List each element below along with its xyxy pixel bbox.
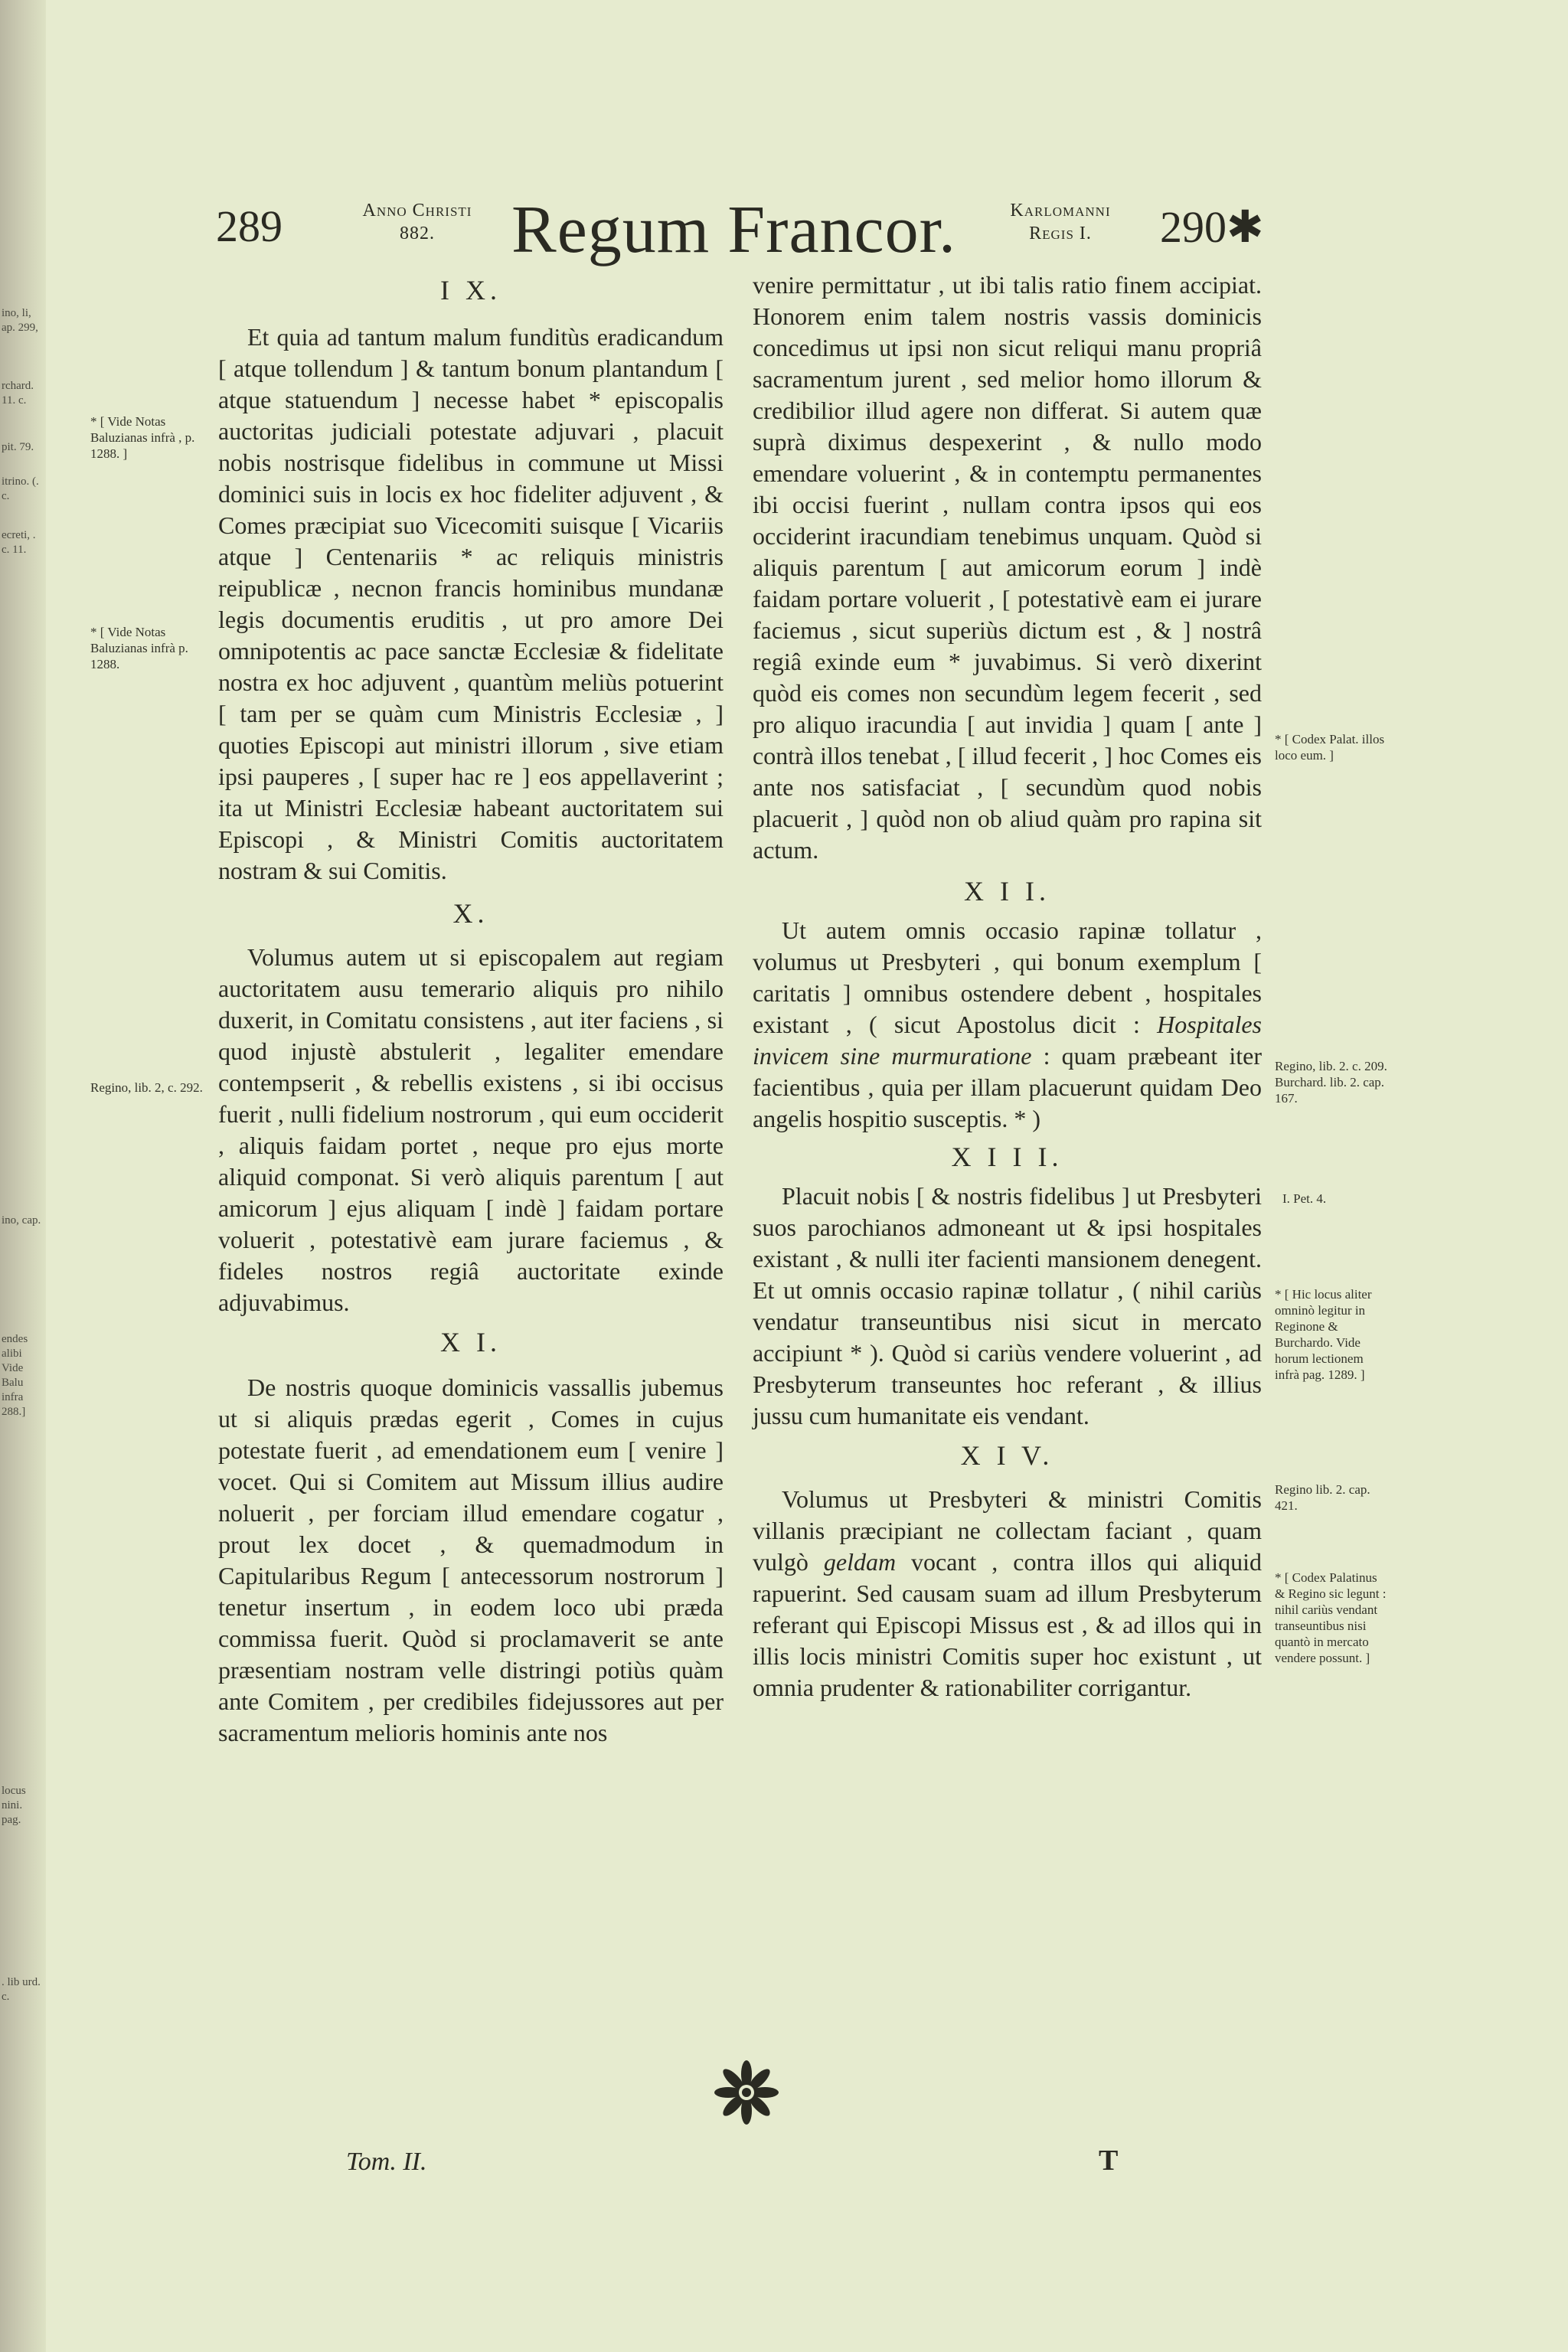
- gutter-fragment: ino, cap.: [2, 1214, 41, 1227]
- paragraph-xiii: Placuit nobis [ & nostris fidelibus ] ut Presbyteri suos parochianos admoneant ut & ipsi hospitales existant , & nulli iter facienti mansionem denegent. Et ut omnis occasio rapinæ tollatur , ( nihil cariùs vendatur transeuntibus nisi sicut in mercato accipiunt * ). Quòd si cariùs vendere voluerint , ad Presbyterum transeuntes hoc referant , & illius jussu cum humanitate eis vendant.: [753, 1182, 1262, 1429]
- volume-signature: Tom. II.: [346, 2148, 427, 2176]
- regis-label: Regis I.: [1029, 224, 1092, 243]
- gutter-fragment: endes alibi Vide Balu infra 288.]: [2, 1333, 28, 1418]
- margin-note-1-pet: I. Pet. 4.: [1282, 1191, 1327, 1206]
- reign-heading: [976, 199, 1145, 245]
- paragraph-xi-continued: venire permittatur , ut ibi talis ratio finem accipiat. Honorem enim talem nostris vassis dominicis concedimus ut ipsi non sicut reliqui manu propriâ sacramentum jurent , sed melior homo illorum & credibilior illud agere non differat. Si autem quæ suprà diximus despexerint , & nullo modo emendare voluerint , & in contemptu permanentes ibi occisi fuerint , nullam contra ipsos qui eos occiderint iracundiam tenebimus unquam. Quòd si aliquis parentum [ aut amicorum eorum ] indè faidam portare voluerit , [ potestativè eam ei jurare faciemus , sicut superiùs dictum est , & ] nostrâ regiâ exinde eum * juvabimus. Si verò dixerint quòd eis comes non secundùm legem fecerit , sed pro aliquo iracundia [ aut invidia ] quam [ ante ] contrà illos tenebat , [ illud fecerit , ] hoc Comes eis ante nos satisfaciat , [ secundùm quod nobis placuerit , ] quòd non ob aliud quàm pro rapina sit actum.: [753, 271, 1262, 864]
- margin-note-codex-palatinus: * [ Codex Palatinus & Regino sic legunt : nihil cariùs vendant transeuntibus nisi quantò in mercato vendere possunt. ]: [1275, 1570, 1387, 1665]
- paragraph-xii: [753, 915, 1262, 1135]
- paragraph-xiv-part-a: Volumus ut Presbyteri & ministri Comitis villanis præcipiant ne collectam faciant , quam vulgò: [753, 1485, 1262, 1576]
- page-number-left: 289: [216, 201, 283, 251]
- section-heading-xiv: X I V.: [960, 1440, 1054, 1471]
- gutter-fragment: . lib urd. c.: [2, 1976, 41, 2003]
- karlomanni-label: Karlomanni: [1010, 201, 1111, 220]
- margin-note-regino-burchard: Regino, lib. 2. c. 209. Burchard. lib. 2. cap. 167.: [1275, 1059, 1387, 1106]
- gutter-fragment: ecreti, . c. 11.: [2, 529, 36, 556]
- geldam-term: geldam: [823, 1548, 897, 1576]
- paragraph-ix: Et quia ad tantum malum funditùs eradicandum [ atque tollendum ] & tantum bonum plantandum [ atque statuendum ] necesse habet * episcopalis auctoritas judiciali potestate adjuvari , placuit nobis nostrisque fidelibus in commune ut Missi dominici suis in locis ex hoc fideliter adjuvent , & Comes præcipiat suo Vicecomiti suisque [ Vicariis atque ] Centenariis * ac reliquis ministris reipublicæ , necnon francis hominibus mundanæ legis documentis eruditis , ut pro amore Dei omnipotentis ac pace sanctæ Ecclesiæ & fidelitate nostra ex hoc adjuvent , quantùm meliùs potuerint [ tam per se quàm cum Ministris Ecclesiæ , ] quoties Episcopi aut ministri illorum , sive etiam ipsi pauperes , [ super hac re ] eos appellaverint ; ita ut Ministri Ecclesiæ habeant auctoritatem sui Episcopi , & Ministri Comitis auctoritatem nostram & sui Comitis.: [218, 323, 724, 884]
- gutter-fragment: pit. 79.: [2, 441, 34, 453]
- paragraph-xiv: [753, 1484, 1262, 1704]
- right-text-column: [753, 270, 1262, 1704]
- section-heading-x: X.: [452, 898, 489, 929]
- paragraph-xii-part-a: Ut autem omnis occasio rapinæ tollatur , volumus ut Presbyteri , qui bonum exemplum [ caritatis ] omnibus ostendere debent , hospitales existant , ( sicut Apostolus dicit :: [753, 916, 1262, 1038]
- scripture-quote: Hospitales invicem sine murmuratione: [753, 1011, 1262, 1070]
- gutter-fragment: locus nini. pag.: [2, 1785, 26, 1826]
- adjacent-page-gutter: [0, 0, 46, 2352]
- margin-note-hic-locus: * [ Hic locus aliter omninò legitur in Reginone & Burchardo. Vide horum lectionem infrà pag. 1289. ]: [1275, 1287, 1372, 1382]
- margin-note-baluze-1: * [ Vide Notas Baluzianas infrà , p. 1288. ]: [90, 414, 195, 461]
- left-text-column: [218, 270, 724, 1749]
- gutter-fragment: rchard. 11. c.: [2, 380, 34, 407]
- paragraph-xii-part-b: : quam præbeant iter facientibus , quia per illam placuerunt quidam Deo angelis hospitio susceptis. * ): [753, 1042, 1263, 1132]
- section-heading-xi: X I.: [440, 1327, 501, 1357]
- section-heading-ix: I X.: [440, 275, 501, 305]
- paragraph-x: Volumus autem ut si episcopalem aut regiam auctoritatem ausu temerario aliquis pro nihilo duxerit, in Comitatu consistens , aut iter faciens , si quod injustè abstulerit , legaliter emendare contempserit , & rebellis existens , si ibi occisus fuerit , nulli fidelium nostrorum , qui eum occiderit , aliquis faidam portet , neque pro ejus morte aliquid componat. Si verò aliquis parentum [ aut amicorum ] ejus aliquam [ indè ] faidam portare voluerit , potestativè eam jurare faciemus , & fideles nostros regiâ auctoritate exinde adjuvabimus.: [218, 943, 724, 1316]
- margin-note-regino: Regino, lib. 2, c. 292.: [90, 1080, 203, 1095]
- gutter-fragment: ino, li, ap. 299,: [2, 307, 38, 334]
- margin-note-regino-421: Regino lib. 2. cap. 421.: [1275, 1482, 1370, 1513]
- anno-year: 882.: [400, 224, 435, 243]
- anno-christi-label: Anno Christi: [362, 201, 472, 220]
- gathering-signature: T: [1099, 2145, 1119, 2177]
- year-heading: [322, 199, 513, 245]
- section-heading-xiii: X I I I.: [951, 1142, 1063, 1172]
- gutter-fragment: itrino. (. c.: [2, 475, 39, 502]
- margin-note-baluze-2: * [ Vide Notas Baluzianas infrà p. 1288.: [90, 625, 188, 671]
- floral-ornament-icon: [712, 2058, 781, 2127]
- page-number-right: 290✱: [1160, 202, 1264, 252]
- paragraph-xiv-part-b: vocant , contra illos qui aliquid rapuerint. Sed causam suam ad illum Presbyterum referant qui Episcopi Missus est , & ad illos qui in illis locis ministri Comitis super hoc existunt , ut omnia prudenter & rationabiliter corrigantur.: [753, 1548, 1263, 1701]
- paragraph-xi: De nostris quoque dominicis vassallis jubemus ut si aliquis prædas egerit , Comes in cujus potestate fuerit , ad emendationem eum [ venire ] vocet. Qui si Comitem aut Missum illius audire noluerit , per forciam illud emendare cogatur , prout lex docet , & quemadmodum in Capitularibus Regum [ antecessorum nostrorum ] tenetur insertum , in eodem loco ubi præda commissa fuerit. Quòd si proclamaverit se ante præsentiam nostram velle distringi potiùs quàm ante Comitem , per credibiles fidejussores aut per sacramentum melioris hominis ante nos: [218, 1374, 724, 1746]
- running-title: Regum Francor.: [511, 193, 957, 267]
- section-heading-xii: X I I.: [964, 876, 1050, 906]
- margin-note-codex-palat: * [ Codex Palat. illos loco eum. ]: [1275, 732, 1385, 763]
